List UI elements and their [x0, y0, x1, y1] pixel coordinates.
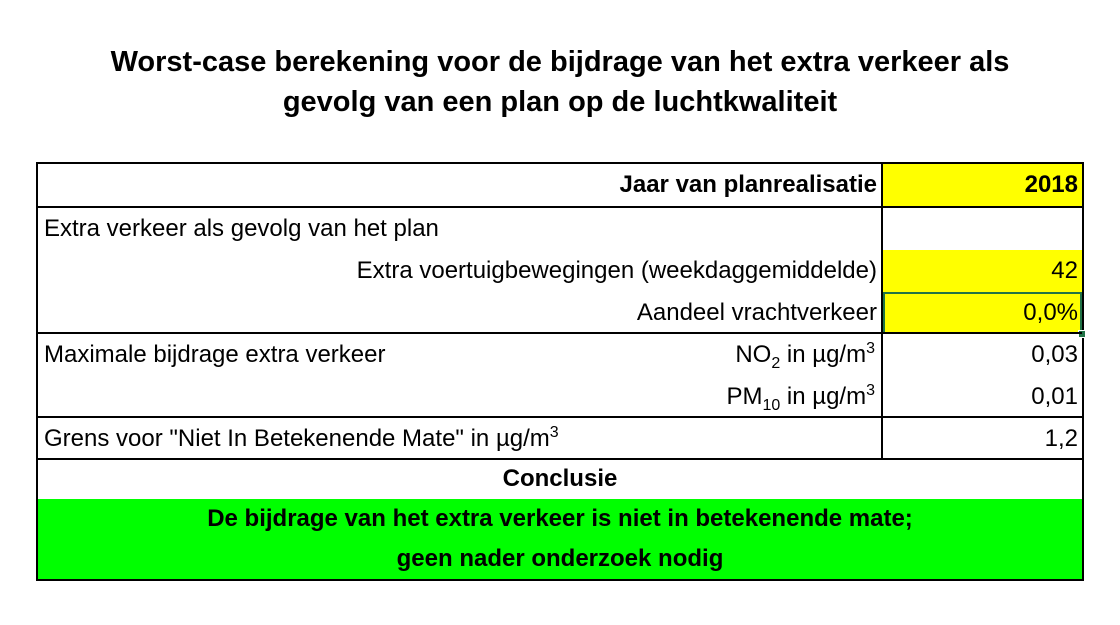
pm10-unit-label	[726, 376, 875, 418]
traffic-heading: Extra verkeer als gevolg van het plan	[44, 215, 439, 242]
no2-unit-label	[735, 334, 875, 376]
pm10-prefix: PM	[726, 383, 763, 410]
truck-share-row	[38, 292, 1082, 334]
contribution-heading: Maximale bijdrage extra verkeer	[44, 341, 386, 368]
movements-input-cell[interactable]: 42	[883, 250, 1082, 292]
year-row	[38, 164, 1082, 206]
limit-superscript: 3	[549, 424, 559, 441]
movements-row	[38, 250, 1082, 292]
no2-subscript: 2	[771, 354, 781, 372]
conclusion-line-1: De bijdrage van het extra verkeer is niet in betekenende mate;	[207, 505, 913, 532]
title-line-1: Worst-case berekening voor de bijdrage van het extra verkeer als	[110, 46, 1010, 78]
conclusion-heading: Conclusie	[502, 465, 618, 492]
no2-superscript: 3	[866, 340, 875, 357]
calculation-sheet	[36, 162, 1084, 581]
pm10-row	[38, 376, 1082, 418]
pm10-superscript: 3	[866, 382, 875, 399]
limit-value-cell[interactable]: 1,2	[1044, 425, 1078, 452]
year-label: Jaar van planrealisatie	[619, 171, 877, 198]
no2-value-cell[interactable]: 0,03	[1031, 341, 1078, 368]
truck-share-value: 0,0%	[1023, 299, 1078, 326]
traffic-heading-row	[38, 208, 1082, 250]
contribution-heading-cell	[38, 334, 881, 376]
traffic-heading-empty-cell[interactable]	[883, 208, 1082, 250]
truck-share-input-cell[interactable]	[883, 292, 1082, 334]
no2-row	[38, 334, 1082, 376]
pm10-unit: in µg/m	[780, 383, 867, 410]
page-title	[0, 42, 1120, 122]
limit-row	[38, 418, 1082, 460]
pm10-subscript: 10	[762, 396, 781, 414]
limit-label: Grens voor "Niet In Betekenende Mate" in µg/m	[44, 425, 550, 452]
no2-prefix: NO	[735, 341, 772, 368]
truck-share-label: Aandeel vrachtverkeer	[636, 299, 877, 326]
pm10-value-cell[interactable]: 0,01	[1031, 383, 1078, 410]
pm10-label-cell	[38, 376, 881, 418]
no2-unit: in µg/m	[780, 341, 867, 368]
column-divider	[881, 164, 883, 458]
limit-label-cell	[38, 418, 881, 460]
conclusion-line-2: geen nader onderzoek nodig	[396, 545, 724, 572]
conclusion-result	[38, 499, 1082, 579]
title-line-2: gevolg van een plan op de luchtkwaliteit	[282, 86, 838, 118]
year-input-cell[interactable]: 2018	[883, 164, 1082, 206]
movements-label: Extra voertuigbewegingen (weekdaggemiddelde)	[356, 257, 877, 284]
